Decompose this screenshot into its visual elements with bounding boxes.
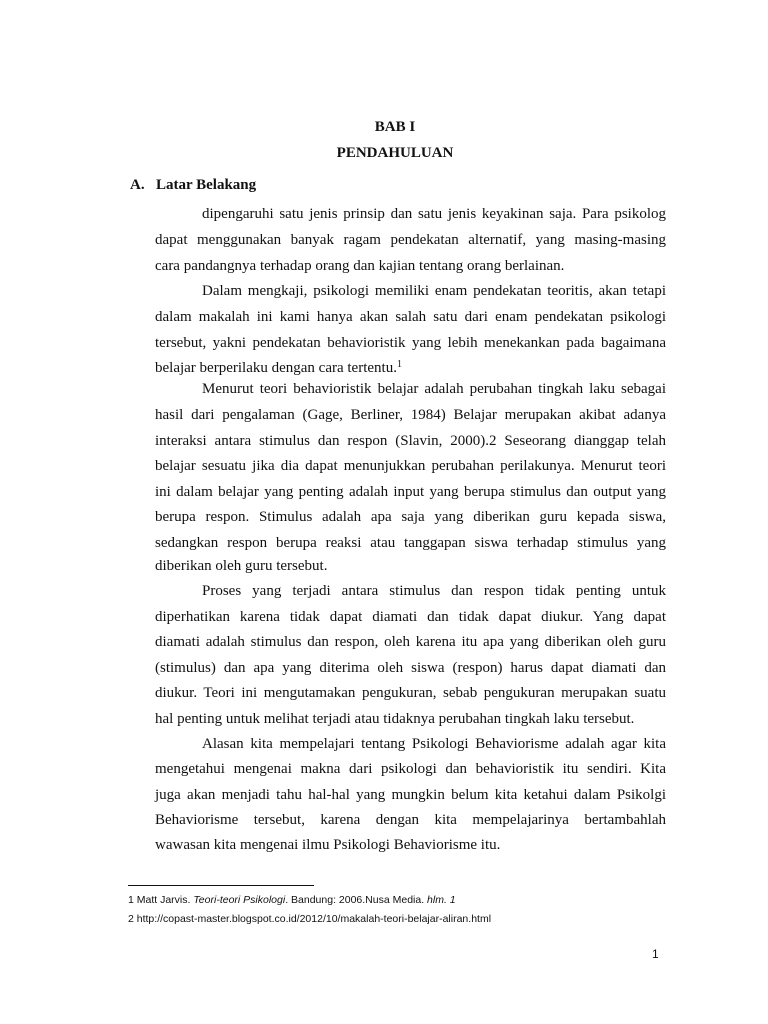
paragraph-line: diperhatikan karena tidak dapat diamati dan tidak dapat diukur. Yang dapat — [155, 609, 666, 625]
paragraph-line: hal penting untuk melihat terjadi atau tidaknya perubahan tingkah laku tersebut. — [155, 711, 635, 727]
paragraph-line: tersebut, yakni pendekatan behavioristik yang lebih menekankan pada bagaimana — [155, 335, 666, 351]
paragraph-line: mengetahui mengenai makna dari psikologi dan behavioristik itu sendiri. Kita — [155, 761, 666, 777]
footnote-1-pages: hlm. 1 — [427, 894, 456, 906]
paragraph-line: diberikan oleh guru tersebut. — [155, 558, 328, 574]
footnote-2: 2 http://copast-master.blogspot.co.id/2012/10/makalah-teori-belajar-aliran.html — [128, 913, 492, 925]
paragraph-line: Proses yang terjadi antara stimulus dan respon tidak penting untuk — [202, 583, 666, 599]
footnote-reference: 1 — [396, 359, 402, 370]
paragraph-line: diamati adalah stimulus dan respon, oleh karena itu apa yang diberikan oleh guru — [155, 634, 666, 650]
paragraph-line: belajar sesuatu jika dia dapat menunjukkan perubahan perilakunya. Menurut teori — [155, 458, 666, 474]
paragraph-line: wawasan kita mengenai ilmu Psikologi Behaviorisme itu. — [155, 837, 501, 853]
paragraph-line: berupa respon. Stimulus adalah apa saja yang diberikan guru kepada siswa, — [155, 509, 666, 525]
chapter-title: PENDAHULUAN — [336, 145, 454, 161]
paragraph-line: dalam makalah ini kami hanya akan salah satu dari enam pendekatan psikologi — [155, 309, 666, 325]
footnote-1-title: Teori-teori Psikologi — [193, 894, 286, 906]
paragraph-line: Dalam mengkaji, psikologi memiliki enam pendekatan teoritis, akan tetapi — [202, 283, 666, 299]
paragraph-line: juga akan menjadi tahu hal-hal yang mungkin belum kita ketahui dalam Psikolgi — [155, 787, 666, 803]
paragraph-line: interaksi antara stimulus dan respon (Slavin, 2000).2 Seseorang dianggap telah — [155, 433, 666, 449]
section-letter: A. — [130, 177, 145, 193]
paragraph-line: dapat menggunakan banyak ragam pendekatan alternatif, yang masing-masing — [155, 232, 666, 248]
paragraph-line: hasil dari pengalaman (Gage, Berliner, 1984) Belajar merupakan akibat adanya — [155, 407, 666, 423]
chapter-heading: BAB I — [374, 119, 416, 135]
footnote-divider — [128, 885, 314, 886]
footnote-1 — [128, 894, 456, 906]
paragraph-text: belajar berperilaku dengan cara tertentu. — [155, 360, 397, 376]
section-heading — [130, 177, 256, 194]
paragraph-line: (stimulus) dan apa yang diterima oleh siswa (respon) harus dapat diamati dan — [155, 660, 666, 676]
paragraph-line-with-footnote — [155, 358, 402, 378]
page-number: 1 — [652, 947, 659, 961]
paragraph-line: ini dalam belajar yang penting adalah input yang berupa stimulus dan output yang — [155, 484, 666, 500]
paragraph-line: dipengaruhi satu jenis prinsip dan satu jenis keyakinan saja. Para psikolog — [202, 206, 666, 222]
paragraph-line: Menurut teori behavioristik belajar adalah perubahan tingkah laku sebagai — [202, 381, 666, 397]
paragraph-line: Alasan kita mempelajari tentang Psikologi Behaviorisme adalah agar kita — [202, 736, 666, 752]
paragraph-line: diukur. Teori ini mengutamakan pengukuran, sebab pengukuran merupakan suatu — [155, 685, 666, 701]
paragraph-line: sedangkan respon berupa reaksi atau tanggapan siswa terhadap stimulus yang — [155, 535, 666, 551]
footnote-1-publisher: . Bandung: 2006.Nusa Media. — [285, 894, 428, 906]
paragraph-line: Behaviorisme tersebut, karena dengan kita mempelajarinya bertambahlah — [155, 812, 666, 828]
section-title: Latar Belakang — [156, 177, 257, 193]
footnote-1-author: 1 Matt Jarvis. — [128, 894, 194, 906]
paragraph-line: cara pandangnya terhadap orang dan kajian tentang orang berlainan. — [155, 258, 565, 274]
